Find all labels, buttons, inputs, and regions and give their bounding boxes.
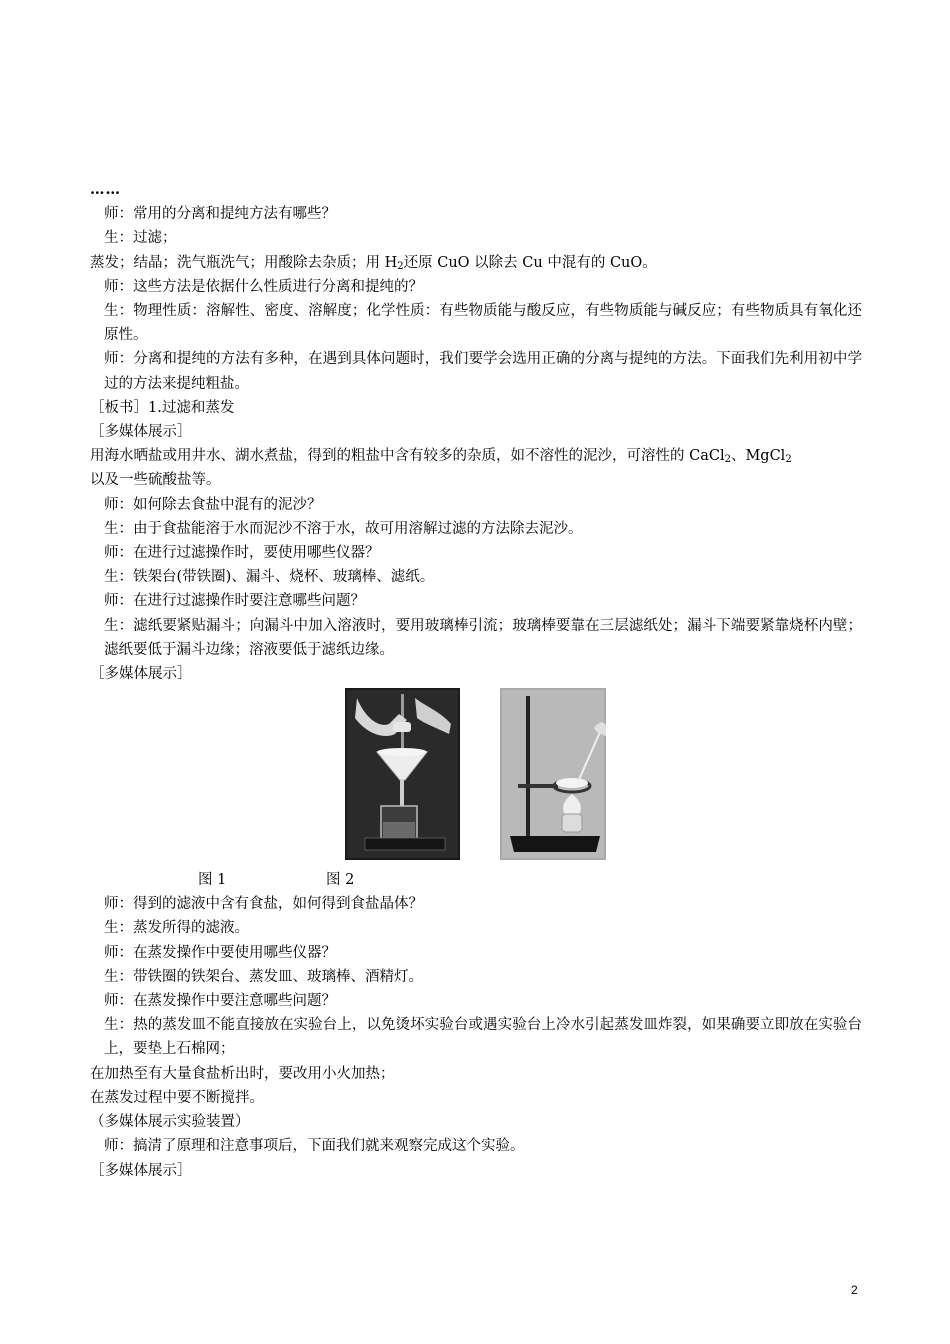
teacher-line: 师：搞清了原理和注意事项后，下面我们就来观察完成这个实验。 (104, 1138, 525, 1155)
multimedia-note: ［多媒体展示］ (90, 666, 192, 683)
student-line: 生：由于食盐能溶于水而泥沙不溶于水，故可用溶解过滤的方法除去泥沙。 (104, 520, 583, 537)
teacher-paragraph: 师：分离和提纯的方法有多种，在遇到具体问题时，我们要学会选用正确的分离与提纯的方法。下面我们先利用初中学过的方法来提纯粗盐。 (104, 351, 862, 392)
teacher-line: 师：如何除去食盐中混有的泥沙？ (104, 496, 322, 513)
multimedia-note: ［多媒体展示］ (90, 1162, 192, 1179)
teacher-line: 师：在蒸发操作中要注意哪些问题？ (104, 993, 336, 1010)
teacher-line: 师：常用的分离和提纯方法有哪些？ (104, 206, 336, 223)
teacher-line: 师：在进行过滤操作时，要使用哪些仪器？ (104, 545, 380, 562)
student-paragraph: 生：滤纸要紧贴漏斗；向漏斗中加入溶液时，要用玻璃棒引流；玻璃棒要靠在三层滤纸处；漏斗下端要紧靠烧杯内壁；滤纸要低于漏斗边缘；溶液要低于滤纸边缘。 (104, 617, 862, 658)
methods-line: 蒸发；结晶；洗气瓶洗气；用酸除去杂质；用 $H_2$还原 CuO 以除去 Cu 中混有的 CuO。 (90, 254, 657, 272)
filtration-photo (345, 688, 460, 860)
student-paragraph: 生：物理性质：溶解性、密度、溶解度；化学性质：有些物质能与酸反应，有些物质能与碱反应；有些物质具有氧化还原性。 (104, 303, 862, 344)
ellipsis: …… (90, 181, 121, 198)
student-line: 生：蒸发所得的滤液。 (104, 920, 249, 937)
document-body (90, 178, 862, 1183)
teacher-line: 师：在进行过滤操作时要注意哪些问题？ (104, 593, 365, 610)
student-paragraph: 生：热的蒸发皿不能直接放在实验台上，以免烫坏实验台或遇实验台上冷水引起蒸发皿炸裂，如果确要立即放在实验台上，要垫上石棉网； (104, 1017, 862, 1058)
teacher-line: 师：得到的滤液中含有食盐，如何得到食盐晶体？ (104, 896, 423, 913)
student-line: 生：过滤； (104, 230, 177, 247)
evaporation-photo (500, 688, 606, 860)
multimedia-note: （多媒体展示实验装置） (90, 1114, 250, 1131)
student-line: 生：铁架台(带铁圈)、漏斗、烧杯、玻璃棒、滤纸。 (104, 569, 435, 586)
salt-paragraph: 用海水晒盐或用井水、湖水煮盐，得到的粗盐中含有较多的杂质，如不溶性的泥沙，可溶性的 CaCl$_2$、MgCl$_2$ 以及一些硫酸盐等。 (90, 448, 792, 489)
teacher-line: 师：这些方法是依据什么性质进行分离和提纯的？ (104, 278, 423, 295)
student-line: 生：带铁圈的铁架台、蒸发皿、玻璃棒、酒精灯。 (104, 968, 423, 985)
fig1-caption: 图 1 (198, 872, 227, 889)
figures-row (90, 688, 862, 868)
text-line: 在加热至有大量食盐析出时，要改用小火加热； (90, 1065, 395, 1082)
fig2-caption: 图 2 (326, 872, 355, 889)
page-number: 2 (851, 1283, 858, 1297)
multimedia-note: ［多媒体展示］ (90, 424, 192, 441)
teacher-line: 师：在蒸发操作中要使用哪些仪器？ (104, 944, 336, 961)
board-note: ［板书］1.过滤和蒸发 (90, 399, 235, 416)
figure-captions (90, 868, 862, 892)
text-line: 在蒸发过程中要不断搅拌。 (90, 1089, 264, 1106)
